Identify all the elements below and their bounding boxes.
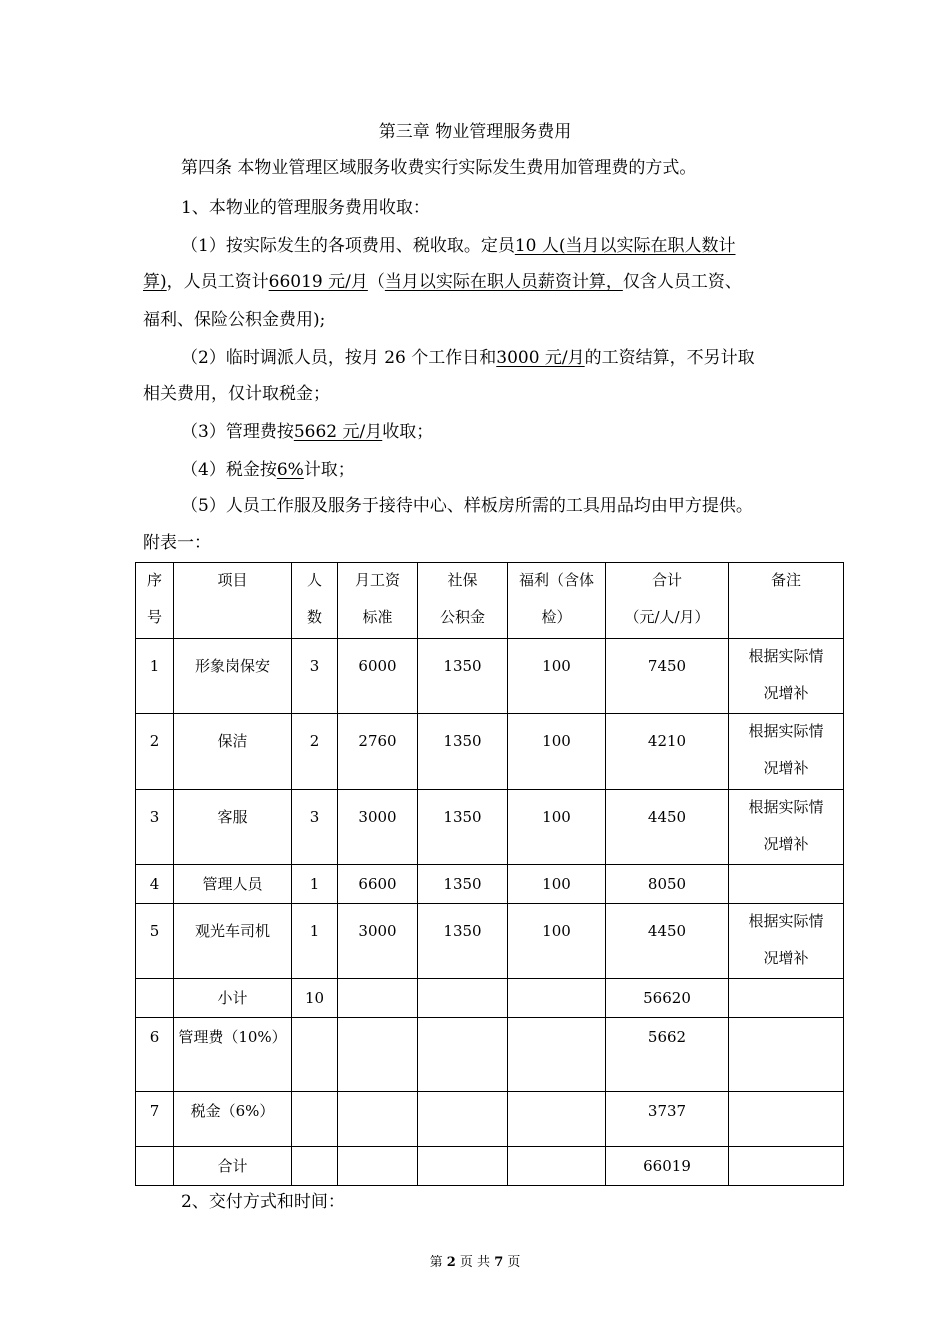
p1-text-h: 仅含人员工资、 [622,272,742,292]
paragraph-5: （5）人员工作服及服务于接待中心、样板房所需的工具用品均由甲方提供。 [181,496,753,516]
chapter-heading: 第三章 物业管理服务费用 [378,122,572,142]
paragraph-4 [181,460,355,480]
paragraph-1-line-3: 福利、保险公积金费用); [143,310,326,330]
management-fee-row: 6 管理费（10%） 5662 [136,1018,844,1092]
p3-text-a: （3）管理费按 [181,422,294,442]
paragraph-3 [181,422,433,442]
paragraph-1-line-1 [181,236,736,256]
p1-text-f: （ [367,272,385,292]
header-total: 合计 （元/人/月） [606,563,729,639]
table-row: 2 保洁 2 2760 1350 100 4210 根据实际情 况增补 [136,714,844,790]
table-header-row [136,563,844,639]
grand-total-row: 合计 66019 [136,1147,844,1186]
p2-text-c: 的工资结算，不另计取 [584,348,755,368]
p3-mgmt-fee: 5662 元/月 [293,422,383,442]
page-number: 2 [446,1255,456,1270]
tax-row: 7 税金（6%） 3737 [136,1092,844,1147]
attachment-label: 附表一： [143,533,211,553]
table-row: 1 形象岗保安 3 6000 1350 100 7450 根据实际情 况增补 [136,639,844,714]
paragraph-2-line-2: 相关费用，仅计取税金； [143,384,330,404]
table-row: 4 管理人员 1 6600 1350 100 8050 [136,865,844,904]
header-welfare: 福利（含体 检） [508,563,606,639]
header-item: 项目 [174,563,292,639]
paragraph-1-line-2 [143,272,742,292]
p4-text-c: 计取； [303,460,355,480]
item-2-title: 2、交付方式和时间： [181,1192,345,1212]
p4-text-a: （4）税金按 [181,460,277,480]
p1-text-d: ，人员工资计 [166,272,269,292]
p2-text-a: （2）临时调派人员，按月 26 个工作日和 [181,348,497,368]
header-social: 社保 公积金 [418,563,508,639]
p1-staff-count: 10 人(当月以实际在职人数计 [514,236,736,256]
p1-salary-basis: 当月以实际在职人员薪资计算， [384,272,623,292]
article-four: 第四条 本物业管理区域服务收费实行实际发生费用加管理费的方式。 [181,158,697,178]
header-note: 备注 [729,563,844,639]
table-row: 5 观光车司机 1 3000 1350 100 4450 根据实际情 况增补 [136,904,844,979]
fee-table [135,562,844,1186]
header-no: 序 号 [136,563,174,639]
subtotal-row: 小计 10 56620 [136,979,844,1018]
item-1-title: 1、本物业的管理服务费用收取： [181,198,430,218]
page-total: 7 [494,1255,504,1270]
p1-salary-total: 66019 元/月 [268,272,368,292]
header-count: 人 数 [292,563,338,639]
table-row: 3 客服 3 3000 1350 100 4450 根据实际情 况增补 [136,790,844,865]
p3-text-c: 收取； [382,422,434,442]
p2-temp-wage: 3000 元/月 [496,348,585,368]
page-footer: 第 2 页 共 7 页 [429,1255,521,1270]
p1-text-a: （1）按实际发生的各项费用、税收取。定员 [181,236,515,256]
paragraph-2-line-1 [181,348,755,368]
p4-tax-rate: 6% [276,460,304,480]
p1-text-c: 算) [143,272,167,292]
header-wage: 月工资 标准 [338,563,418,639]
